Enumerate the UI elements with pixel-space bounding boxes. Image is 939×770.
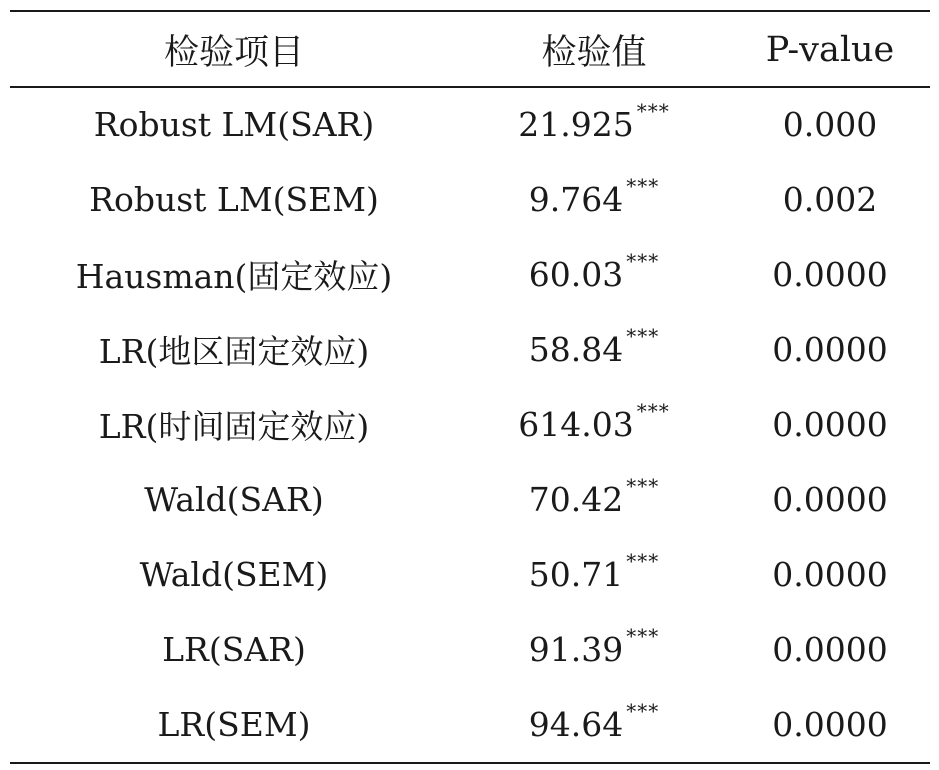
- p-value: 0.0000: [772, 705, 888, 744]
- table-row: [10, 162, 930, 237]
- p-value: 0.002: [782, 180, 878, 219]
- test-item: LR(时间固定效应): [98, 407, 370, 446]
- p-value: 0.0000: [772, 555, 888, 594]
- significance-stars: ***: [626, 473, 660, 498]
- table-row: [10, 237, 930, 312]
- test-value: 614.03: [518, 405, 634, 444]
- p-value: 0.0000: [772, 480, 888, 519]
- significance-stars: ***: [626, 623, 660, 648]
- test-item: LR(SEM): [157, 705, 311, 744]
- test-value: 21.925: [518, 105, 634, 144]
- table-row: [10, 462, 930, 537]
- table-row: [10, 687, 930, 762]
- test-value: 50.71: [528, 555, 624, 594]
- table-row: [10, 537, 930, 612]
- test-item: Wald(SEM): [139, 555, 329, 594]
- test-item: Wald(SAR): [144, 480, 324, 519]
- table-row: [10, 87, 930, 162]
- p-value: 0.0000: [772, 330, 888, 369]
- test-value-cell: [458, 237, 730, 312]
- test-value: 58.84: [528, 330, 624, 369]
- significance-stars: ***: [636, 98, 670, 123]
- test-item: LR(地区固定效应): [98, 332, 370, 371]
- test-item: Robust LM(SAR): [93, 105, 375, 144]
- p-value: 0.0000: [772, 405, 888, 444]
- p-value: 0.000: [782, 105, 878, 144]
- header-item: 检验项目: [163, 32, 304, 73]
- test-value-cell: [458, 387, 730, 462]
- test-value: 60.03: [528, 255, 624, 294]
- table-row: [10, 387, 930, 462]
- test-value-cell: [458, 537, 730, 612]
- p-value: 0.0000: [772, 255, 888, 294]
- test-value-cell: [458, 687, 730, 762]
- test-item: LR(SAR): [162, 630, 306, 669]
- test-value-cell: [458, 312, 730, 387]
- test-value: 91.39: [528, 630, 624, 669]
- test-item: Robust LM(SEM): [89, 180, 379, 219]
- significance-stars: ***: [626, 173, 660, 198]
- test-item: Hausman(固定效应): [75, 257, 393, 296]
- p-value: 0.0000: [772, 630, 888, 669]
- header-pvalue: P-value: [765, 29, 895, 70]
- significance-stars: ***: [626, 548, 660, 573]
- table-row: [10, 312, 930, 387]
- header-value: 检验值: [541, 32, 647, 73]
- results-table: [10, 10, 930, 764]
- test-value-cell: [458, 162, 730, 237]
- significance-stars: ***: [636, 398, 670, 423]
- significance-stars: ***: [626, 323, 660, 348]
- table-row: [10, 612, 930, 687]
- test-value-cell: [458, 87, 730, 162]
- bottom-rule: [10, 762, 930, 764]
- test-value: 94.64: [528, 705, 624, 744]
- significance-stars: ***: [626, 248, 660, 273]
- test-value-cell: [458, 612, 730, 687]
- test-value: 9.764: [528, 180, 624, 219]
- test-value: 70.42: [528, 480, 624, 519]
- header-row: [10, 12, 930, 87]
- test-value-cell: [458, 462, 730, 537]
- significance-stars: ***: [626, 698, 660, 723]
